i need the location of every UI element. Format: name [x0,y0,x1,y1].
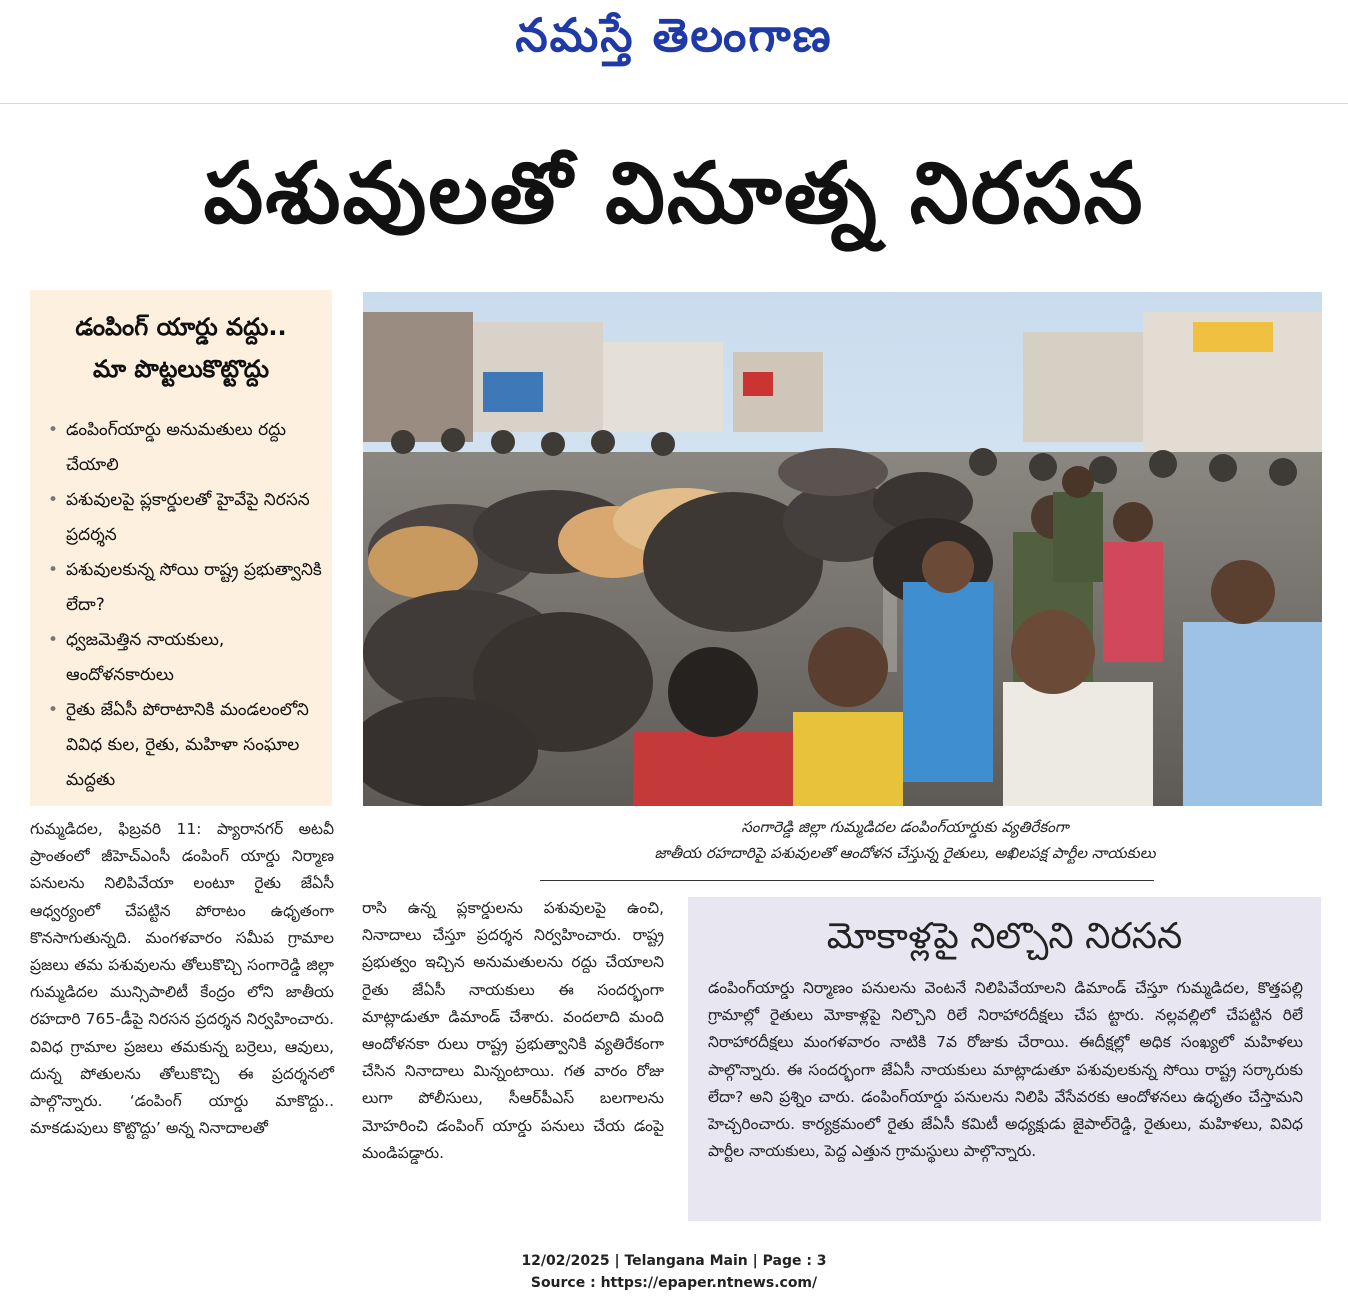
newspaper-logo: నమస్తే తెలంగాణ [515,8,833,62]
sub-story-headline: మోకాళ్లపై నిల్చొని నిరసన [826,916,1183,957]
highlights-list [48,413,330,798]
highlight-item: • డంపింగ్‌యార్డు అనుమతులు రద్దు చేయాలి [48,413,330,483]
photo-caption-line-2: జాతీయ రహదారిపై పశువులతో ఆందోళన చేస్తున్న రైతులు, అఖిలపక్ష పార్టీల నాయకులు [654,844,1156,862]
highlights-box [30,290,332,806]
highlights-title-line-1: డంపింగ్ యార్డు వద్దు.. [75,313,287,341]
sub-story-body: డంపింగ్‌యార్డు నిర్మాణం పనులను వెంటనే నిలిపివేయాలని డిమాండ్ చేస్తూ గుమ్మడిదల, కొత్తపల్లి గ్రామాల్లో రైతులు మోకాళ్లపై నిల్చొని రిలే నిరాహారదీక్షలు చేప ట్టారు. నల్లవల్లిలో చేపట్టిన రిలే నిరాహారదీక్షలు మంగళవారం నాటికి 7వ రోజుకు చేరాయి. ఈదీక్షల్లో అధిక సంఖ్యలో మహిళలు పాల్గొన్నారు. ఈ సందర్భంగా జేఏసీ నాయకులు మాట్లాడుతూ పశువులకున్న సోయి రాష్ట్ర సర్కారుకు లేదా? అని ప్రశ్నిం చారు. డంపింగ్‌యార్డు పనులను నిలిపి వేసేవరకు ఆందోళనలు ఉధృతం చేస్తామని హెచ్చరించారు. కార్యక్రమంలో రైతు జేఏసీ కమిటీ అధ్యక్షుడు జైపాల్‌రెడ్డి, రైతులు, మహిళలు, వివిధ పార్టీల నాయకులు, పెద్ద ఎత్తున గ్రామస్థులు పాల్గొన్నారు. [708,979,1303,1161]
source-url: Source : https://epaper.ntnews.com/ [530,1275,818,1291]
article-column-1: గుమ్మడిదల, ఫిబ్రవరి 11: ప్యారానగర్ అటవీ ప్రాంతంలో జీహెచ్‌ఎంసీ డంపింగ్ యార్డు నిర్మాణ పనులను నిలిపివేయా లంటూ రైతు జేఏసీ ఆధ్వర్యంలో చేపట్టిన పోరాటం ఉధృతంగా కొనసాగుతున్నది. మంగళవారం సమీప గ్రామాల ప్రజలు తమ పశువులను తోలుకొచ్చి సంగారెడ్డి జిల్లా గుమ్మడిదల మున్సిపాలిటీ కేంద్రం లోని జాతీయ రహదారి 765-డీపై నిరసన ప్రదర్శన నిర్వహించారు. వివిధ గ్రామాల ప్రజలు తమకున్న బర్రెలు, ఆవులు, దున్న పోతులను తోలుకొచ్చి ఈ ప్రదర్శనలో పాల్గొన్నారు. ‘డంపింగ్ యార్డు మాకొద్దు.. మాకడుపులు కొట్టొద్దు’ అన్న నినాదాలతో [30,820,334,1138]
highlights-title [30,306,332,390]
sub-story-box [688,897,1321,1221]
photo-caption [510,814,1300,866]
news-photo [363,292,1322,806]
highlights-title-line-2: మా పొట్టలుకొట్టొద్దు [92,355,270,383]
edition-info: 12/02/2025 | Telangana Main | Page : 3 [521,1253,827,1269]
protest-photo-illustration [363,292,1322,806]
photo-caption-line-1: సంగారెడ్డి జిల్లా గుమ్మడిదల డంపింగ్‌యార్డుకు వ్యతిరేకంగా [741,818,1069,836]
highlight-item: • పశువులకున్న సోయి రాష్ట్ర ప్రభుత్వానికి లేదా? [48,553,330,623]
caption-divider [540,880,1154,881]
highlight-item: • ధ్వజమెత్తిన నాయకులు, ఆందోళనకారులు [48,623,330,693]
article-column-2: రాసి ఉన్న ప్లకార్డులను పశువులపై ఉంచి, నినాదాలు చేస్తూ ప్రదర్శన నిర్వహించారు. రాష్ట్ర ప్రభుత్వం ఇచ్చిన అనుమతులను రద్దు చేయాలని రైతు జేఏసీ నాయకులు ఈ సందర్భంగా మాట్లాడుతూ డిమాండ్ చేశారు. వందలాది మంది ఆందోళనకా రులు రాష్ట్ర ప్రభుత్వానికి వ్యతిరేకంగా చేసిన నినాదాలు మిన్నంటాయి. గత వారం రోజు లుగా పోలీసులు, సీఆర్‌పీఎస్ బలగాలను మోహరించి డంపింగ్ యార్డు పనులు చేయ డంపై మండిపడ్డారు. [362,899,664,1162]
highlight-item: • పశువులపై ప్లకార్డులతో హైవేపై నిరసన ప్రదర్శన [48,483,330,553]
highlight-item: • రైతు జేఏసీ పోరాటానికి మండలంలోని వివిధ కుల, రైతు, మహిళా సంఘాల మద్దతు [48,693,330,798]
headline: పశువులతో వినూత్న నిరసన [203,144,1145,242]
masthead [0,0,1348,104]
